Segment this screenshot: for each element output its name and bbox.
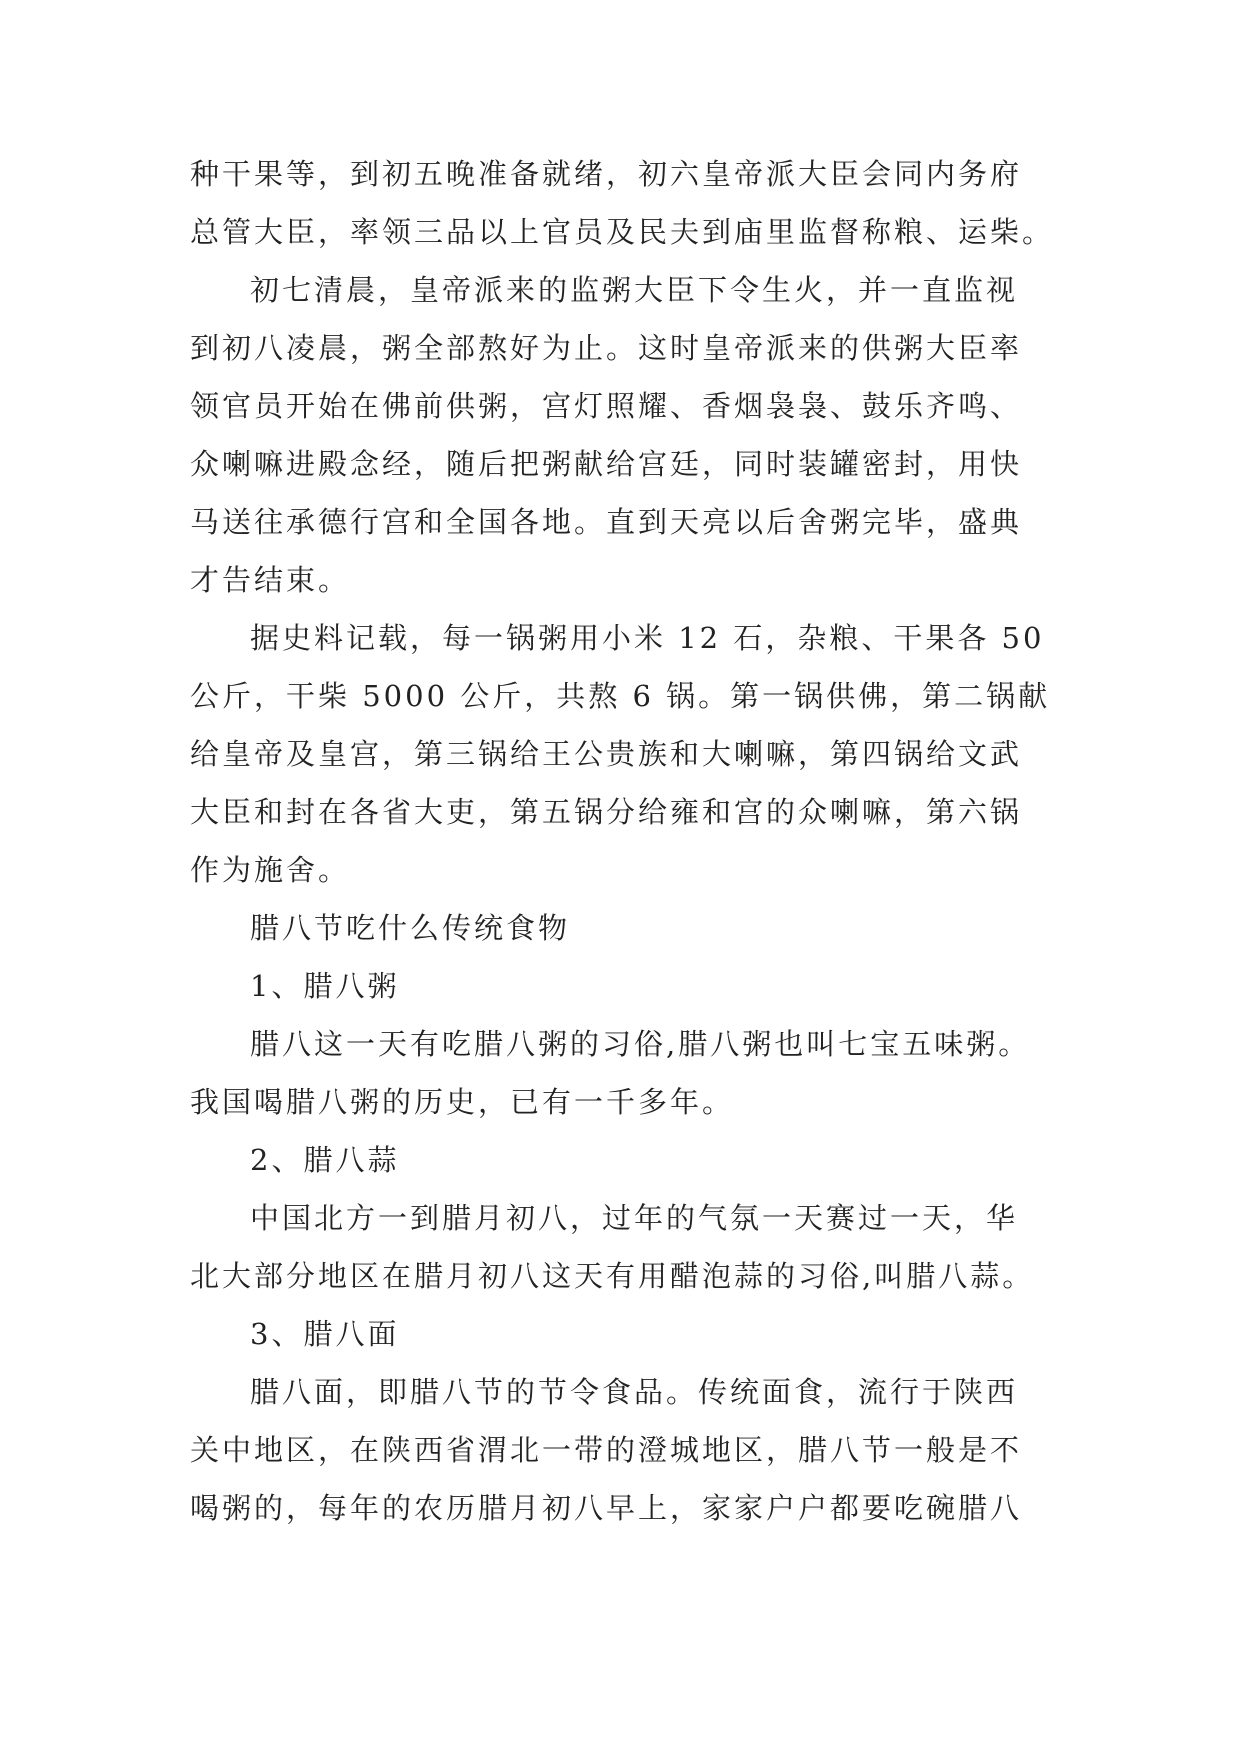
text-line-17: 我国喝腊八粥的历史，已有一千多年。	[190, 1085, 735, 1119]
text-line-1: 种干果等，到初五晚准备就绪，初六皇帝派大臣会同内务府	[190, 157, 1023, 191]
item-heading-1: 1、腊八粥	[250, 969, 400, 1003]
text-line-24: 喝粥的，每年的农历腊月初八早上，家家户户都要吃碗腊八	[190, 1491, 1023, 1525]
text-line-10: 公斤，干柴 5000 公斤，共熬 6 锅。第一锅供佛，第二锅献	[190, 679, 1051, 713]
text-line-19: 中国北方一到腊月初八，过年的气氛一天赛过一天，华	[250, 1201, 1019, 1235]
text-line-13: 作为施舍。	[190, 853, 351, 887]
section-heading: 腊八节吃什么传统食物	[250, 911, 571, 945]
text-line-2: 总管大臣，率领三品以上官员及民夫到庙里监督称粮、运柴。	[190, 215, 1055, 249]
item-heading-2: 2、腊八蒜	[250, 1143, 400, 1177]
text-line-4: 到初八凌晨，粥全部熬好为止。这时皇帝派来的供粥大臣率	[190, 331, 1023, 365]
text-line-23: 关中地区，在陕西省渭北一带的澄城地区，腊八节一般是不	[190, 1433, 1023, 1467]
text-line-20: 北大部分地区在腊月初八这天有用醋泡蒜的习俗,叫腊八蒜。	[190, 1259, 1035, 1293]
text-line-12: 大臣和封在各省大吏，第五锅分给雍和宫的众喇嘛，第六锅	[190, 795, 1023, 829]
text-line-11: 给皇帝及皇宫，第三锅给王公贵族和大喇嘛，第四锅给文武	[190, 737, 1023, 771]
text-line-5: 领官员开始在佛前供粥，宫灯照耀、香烟袅袅、鼓乐齐鸣、	[190, 389, 1023, 423]
text-line-22: 腊八面，即腊八节的节令食品。传统面食，流行于陕西	[250, 1375, 1019, 1409]
text-line-9: 据史料记载，每一锅粥用小米 12 石，杂粮、干果各 50	[250, 621, 1045, 655]
text-line-6: 众喇嘛进殿念经，随后把粥献给宫廷，同时装罐密封，用快	[190, 447, 1023, 481]
text-line-8: 才告结束。	[190, 563, 351, 597]
item-heading-3: 3、腊八面	[250, 1317, 400, 1351]
text-line-16: 腊八这一天有吃腊八粥的习俗,腊八粥也叫七宝五味粥。	[250, 1027, 1031, 1061]
text-line-7: 马送往承德行宫和全国各地。直到天亮以后舍粥完毕，盛典	[190, 505, 1023, 539]
text-line-3: 初七清晨，皇帝派来的监粥大臣下令生火，并一直监视	[250, 273, 1019, 307]
